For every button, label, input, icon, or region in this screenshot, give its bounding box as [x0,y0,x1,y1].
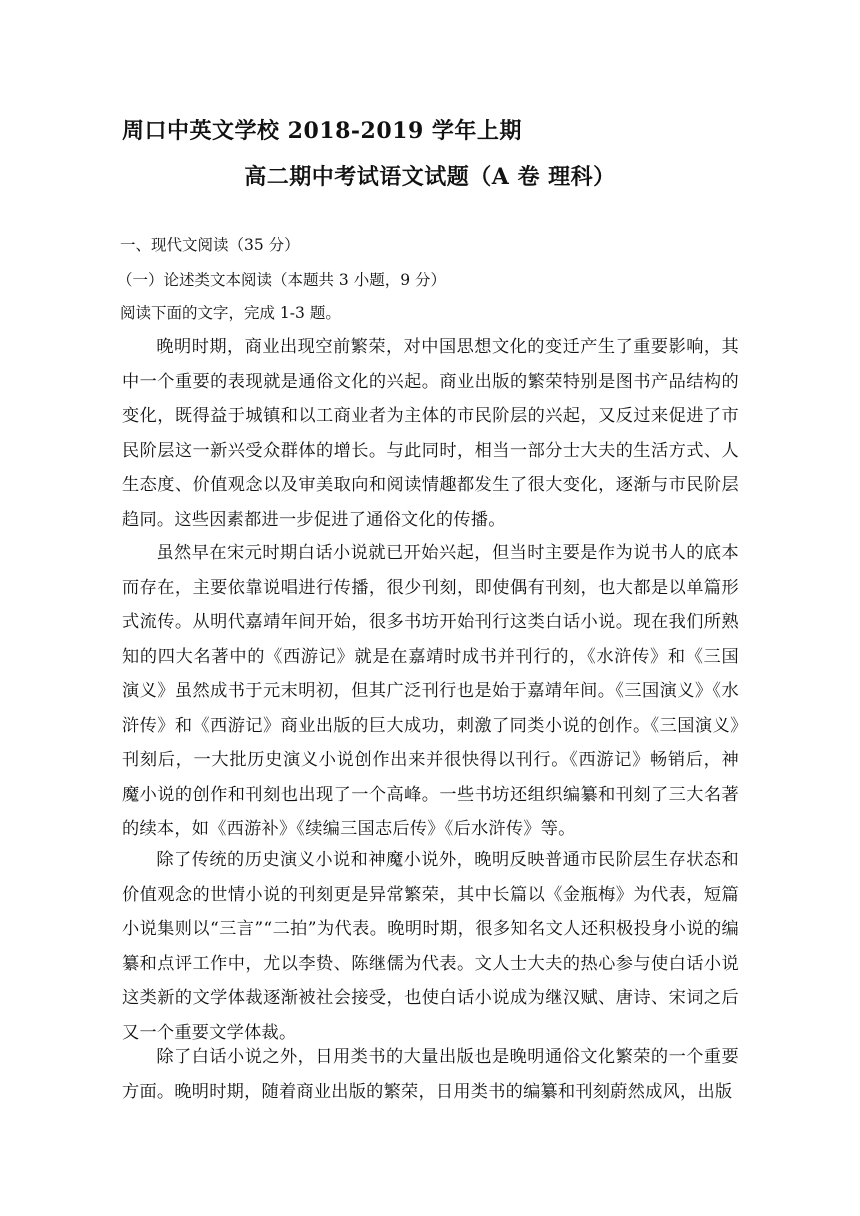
subsection-heading: （一）论述类文本阅读（本题共 3 小题，9 分） [117,271,447,289]
paragraph-4: 除了白话小说之外，日用类书的大量出版也是晚明通俗文化繁荣的一个重要方面。晚明时期，随着商业出版的繁荣，日用类书的编纂和刊刻蔚然成风，出版 [122,1047,739,1102]
paragraph-2: 虽然早在宋元时期白话小说就已开始兴起，但当时主要是作为说书人的底本而存在，主要依靠说唱进行传播，很少刊刻，即使偶有刊刻，也大都是以单篇形式流传。从明代嘉靖年间开始，很多书坊开始刊行这类白话小说。现在我们所熟知的四大名著中的《西游记》就是在嘉靖时成书并刊行的，《水浒传》和《三国演义》虽然成书于元末明初，但其广泛刊行也是始于嘉靖年间。《三国演义》《水浒传》和《西游记》商业出版的巨大成功，刺激了同类小说的创作。《三国演义》刊刻后，一大批历史演义小说创作出来并很快得以刊行。《西游记》畅销后，神魔小说的创作和刊刻也出现了一个高峰。一些书坊还组织编纂和刊刻了三大名著的续本，如《西游补》《续编三国志后传》《后水浒传》等。 [122,543,739,839]
paragraph-3: 除了传统的历史演义小说和神魔小说外，晚明反映普通市民阶层生存状态和价值观念的世情小说的刊刻更是异常繁荣，其中长篇以《金瓶梅》为代表，短篇小说集则以“三言”“二拍”为代表。晚明时期，很多知名文人还积极投身小说的编纂和点评工作中，尤以李贽、陈继儒为代表。文人士大夫的热心参与使白话小说这类新的文学体裁逐渐被社会接受，也使白话小说成为继汉赋、唐诗、宋词之后又一个重要文学体裁。 [122,850,739,1043]
document-title-exam: 高二期中考试语文试题（A 卷 理科） [244,164,616,190]
section-heading: 一、现代文阅读（35 分） [120,236,300,254]
document-title-school: 周口中英文学校 2018-2019 学年上期 [122,118,522,144]
paragraph-1: 晚明时期，商业出现空前繁荣，对中国思想文化的变迁产生了重要影响，其中一个重要的表现就是通俗文化的兴起。商业出版的繁荣特别是图书产品结构的变化，既得益于城镇和以工商业者为主体的市民阶层的兴起，又反过来促进了市民阶层这一新兴受众群体的增长。与此同时，相当一部分士大夫的生活方式、人生态度、价值观念以及审美取向和阅读情趣都发生了很大变化，逐渐与市民阶层趋同。这些因素都进一步促进了通俗文化的传播。 [122,337,739,530]
reading-instruction: 阅读下面的文字，完成 1-3 题。 [120,304,341,322]
